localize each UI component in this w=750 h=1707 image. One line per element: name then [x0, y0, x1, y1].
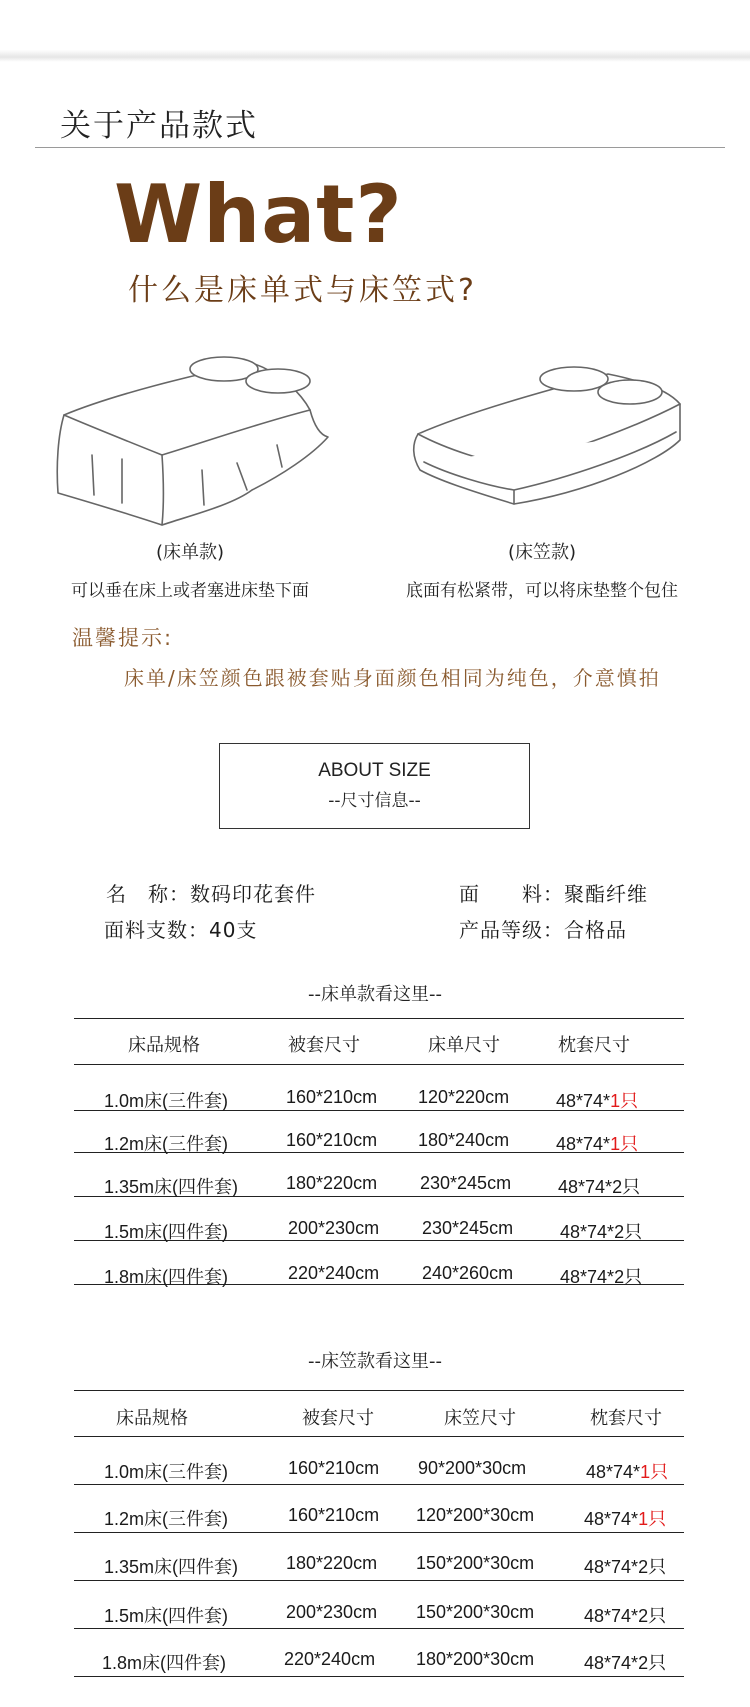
table-cell-duvet: 200*230cm — [286, 1602, 378, 1622]
pillow-quantity: 2只 — [638, 1606, 667, 1626]
table-cell-sheet: 230*245cm — [420, 1173, 512, 1193]
pillow-size: 48*74* — [556, 1134, 611, 1154]
product-name-label: 名 称： — [106, 882, 190, 906]
table-cell-sheet: 240*260cm — [422, 1263, 514, 1283]
product-fabric-value: 聚酯纤维 — [564, 882, 648, 906]
product-grade-label: 产品等级： — [459, 918, 564, 942]
thread-count-label: 面料支数： — [104, 918, 209, 942]
table-cell-spec: 1.0m床(三件套) — [104, 1091, 229, 1111]
top-divider-shadow — [0, 0, 750, 62]
table-cell-spec: 1.5m床(四件套) — [104, 1222, 229, 1242]
hero-headline: What? — [114, 168, 403, 261]
table-cell-duvet: 180*220cm — [286, 1173, 378, 1193]
table-cell-spec: 1.0m床(三件套) — [104, 1462, 229, 1482]
flat-sheet-description: 可以垂在床上或者塞进床垫下面 — [71, 581, 309, 601]
table-header-cell: 枕套尺寸 — [590, 1408, 662, 1428]
product-grade-value: 合格品 — [564, 918, 627, 942]
pillow-quantity: 2只 — [614, 1222, 643, 1242]
pillow-size: 48*74* — [560, 1222, 615, 1242]
table-cell-duvet: 200*230cm — [288, 1218, 380, 1238]
pillow-size: 48*74* — [584, 1653, 639, 1673]
tip-title: 温馨提示: — [72, 626, 174, 650]
table-rule — [74, 1580, 684, 1581]
table-cell-spec: 1.2m床(三件套) — [104, 1509, 229, 1529]
table-cell-pillow — [584, 1649, 666, 1675]
table-cell-pillow — [586, 1458, 668, 1484]
table-rule — [74, 1628, 684, 1629]
table-cell-sheet: 150*200*30cm — [416, 1602, 535, 1622]
table-header-cell: 床单尺寸 — [428, 1035, 500, 1055]
pillow-size: 48*74* — [558, 1177, 613, 1197]
pillow-size: 48*74* — [584, 1557, 639, 1577]
table-cell-pillow — [584, 1505, 666, 1531]
table-cell-pillow — [560, 1218, 642, 1244]
pillow-quantity: 2只 — [612, 1177, 641, 1197]
table-rule — [74, 1484, 684, 1485]
table-header-cell: 床品规格 — [128, 1035, 200, 1055]
pillow-size: 48*74* — [586, 1462, 641, 1482]
table-header-cell: 被套尺寸 — [288, 1035, 360, 1055]
table-cell-spec: 1.8m床(四件套) — [104, 1267, 229, 1287]
pillow-size: 48*74* — [560, 1267, 615, 1287]
sheet-table-caption: --床单款看这里-- — [308, 984, 442, 1005]
fitted-sheet-caption: (床笠款) — [507, 542, 577, 563]
table-cell-duvet: 160*210cm — [286, 1087, 378, 1107]
table-header-cell: 床笠尺寸 — [444, 1408, 516, 1428]
table-cell-pillow — [556, 1087, 638, 1113]
table-rule — [74, 1018, 684, 1019]
table-cell-duvet: 160*210cm — [288, 1505, 380, 1525]
about-size-en: ABOUT SIZE — [318, 760, 431, 781]
table-cell-pillow — [556, 1130, 638, 1156]
table-cell-sheet: 120*220cm — [418, 1087, 510, 1107]
table-cell-duvet: 220*240cm — [284, 1649, 376, 1669]
fitted-size-table — [74, 1390, 684, 1680]
product-name-value: 数码印花套件 — [190, 882, 316, 906]
hero-question: 什么是床单式与床笠式? — [128, 273, 477, 308]
table-cell-duvet: 160*210cm — [286, 1130, 378, 1150]
table-header-cell: 床品规格 — [116, 1408, 188, 1428]
sheet-size-table — [74, 1018, 684, 1288]
thread-count-value: 40支 — [209, 918, 258, 942]
table-cell-spec: 1.5m床(四件套) — [104, 1606, 229, 1626]
table-cell-spec: 1.2m床(三件套) — [104, 1134, 229, 1154]
table-cell-duvet: 180*220cm — [286, 1553, 378, 1573]
table-cell-sheet: 180*240cm — [418, 1130, 510, 1150]
title-divider — [35, 147, 725, 148]
table-rule — [74, 1676, 684, 1677]
table-cell-spec: 1.35m床(四件套) — [104, 1557, 239, 1577]
table-rule — [74, 1532, 684, 1533]
tip-text: 床单/床笠颜色跟被套贴身面颜色相同为纯色，介意慎拍 — [124, 666, 661, 690]
table-cell-sheet: 120*200*30cm — [416, 1505, 535, 1525]
table-header-cell: 枕套尺寸 — [558, 1035, 630, 1055]
table-cell-pillow — [584, 1553, 666, 1579]
table-rule — [74, 1390, 684, 1391]
fitted-sheet-bed-illustration — [408, 362, 693, 512]
table-cell-duvet: 220*240cm — [288, 1263, 380, 1283]
table-cell-sheet: 90*200*30cm — [418, 1458, 527, 1478]
product-thread-count — [104, 914, 257, 943]
section-title: 关于产品款式 — [60, 108, 258, 144]
table-cell-pillow — [558, 1173, 640, 1199]
fitted-table-caption: --床笠款看这里-- — [308, 1351, 442, 1372]
flat-sheet-bed-illustration — [52, 355, 337, 530]
product-fabric — [459, 878, 648, 907]
fitted-sheet-description: 底面有松紧带，可以将床垫整个包住 — [406, 581, 678, 601]
product-fabric-label: 面 料： — [459, 882, 564, 906]
pillow-size: 48*74* — [584, 1509, 639, 1529]
table-cell-spec: 1.8m床(四件套) — [102, 1653, 227, 1673]
pillow-quantity: 2只 — [638, 1653, 667, 1673]
table-cell-spec: 1.35m床(四件套) — [104, 1177, 239, 1197]
about-size-box — [219, 743, 530, 829]
table-cell-duvet: 160*210cm — [288, 1458, 380, 1478]
pillow-quantity: 1只 — [610, 1134, 639, 1154]
pillow-quantity: 1只 — [640, 1462, 669, 1482]
table-cell-pillow — [560, 1263, 642, 1289]
table-cell-sheet: 180*200*30cm — [416, 1649, 535, 1669]
table-rule — [74, 1064, 684, 1065]
pillow-quantity: 2只 — [638, 1557, 667, 1577]
table-cell-sheet: 150*200*30cm — [416, 1553, 535, 1573]
table-cell-pillow — [584, 1602, 666, 1628]
pillow-quantity: 1只 — [638, 1509, 667, 1529]
pillow-quantity: 2只 — [614, 1267, 643, 1287]
product-name — [106, 878, 316, 907]
table-cell-sheet: 230*245cm — [422, 1218, 514, 1238]
pillow-quantity: 1只 — [610, 1091, 639, 1111]
table-rule — [74, 1436, 684, 1437]
pillow-size: 48*74* — [556, 1091, 611, 1111]
about-size-cn: --尺寸信息-- — [328, 791, 421, 811]
table-header-cell: 被套尺寸 — [302, 1408, 374, 1428]
flat-sheet-caption: (床单款) — [155, 542, 225, 563]
pillow-size: 48*74* — [584, 1606, 639, 1626]
product-grade — [459, 914, 627, 943]
